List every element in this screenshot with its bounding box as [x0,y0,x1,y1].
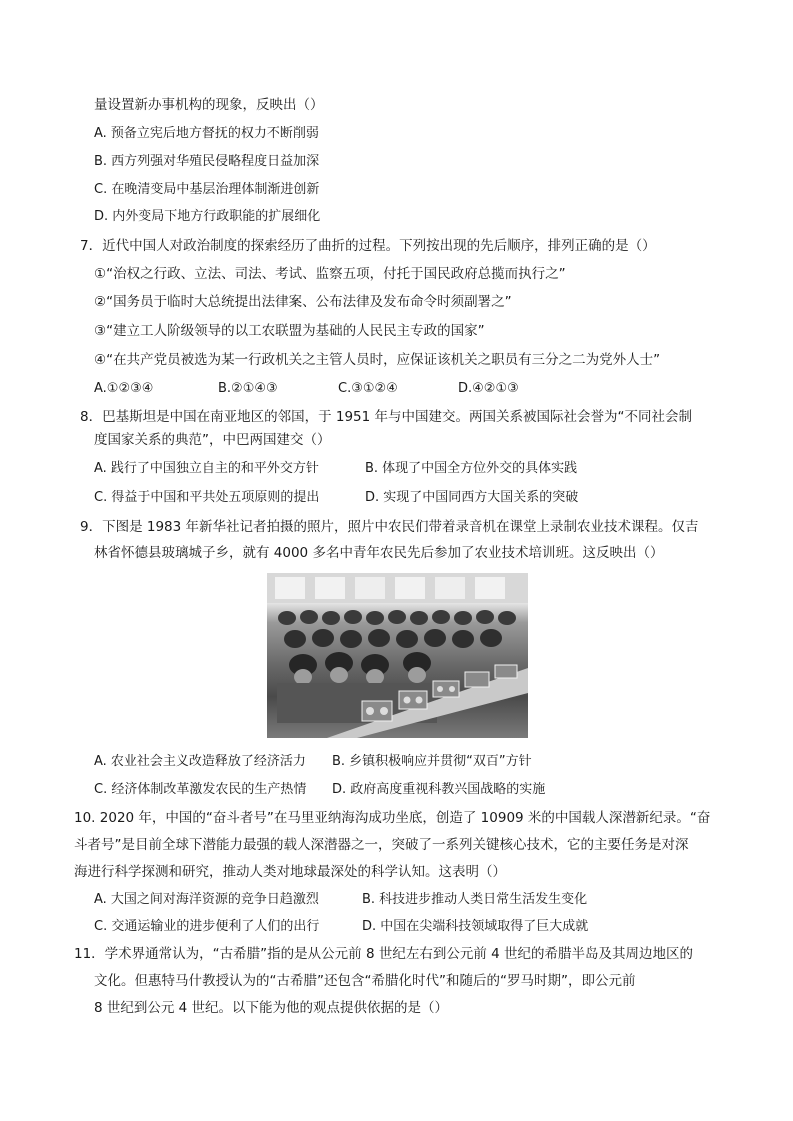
q6-option-d: D. 内外变局下地方行政职能的扩展细化 [94,209,321,224]
q9-option-b: B. 乡镇积极响应并贯彻“双百”方针 [332,754,532,769]
q10-option-a: A. 大国之间对海洋资源的竞争日趋激烈 [94,892,319,907]
q10-option-c: C. 交通运输业的进步便利了人们的出行 [94,919,320,934]
q9-stem-line-2: 林省怀德县玻璃城子乡，就有 4000 多名中青年农民先后参加了农业技术培训班。这反映出（） [94,545,664,561]
q8-stem-line-2: 度国家关系的典范”，中巴两国建交（） [94,432,331,448]
q8-option-c: C. 得益于中国和平共处五项原则的提出 [94,490,320,505]
q7-option-a: A.①②③④ [94,381,154,396]
q7-item-1: ①“治权之行政、立法、司法、考试、监察五项，付托于国民政府总揽而执行之” [94,266,566,282]
q7-option-b: B.②①④③ [218,381,278,396]
q7-item-3: ③“建立工人阶级领导的以工农联盟为基础的人民民主专政的国家” [94,323,485,339]
q6-option-b: B. 西方列强对华殖民侵略程度日益加深 [94,154,320,169]
q11-stem-line-2: 文化。但惠特马什教授认为的“古希腊”还包含“希腊化时代”和随后的“罗马时期”，即公元前 [94,973,636,989]
q10-stem-line-3: 海进行科学探测和研究，推动人类对地球最深处的科学认知。这表明（） [74,864,506,880]
q8-option-b: B. 体现了中国全方位外交的具体实践 [365,461,578,476]
q7-item-4: ④“在共产党员被选为某一行政机关之主管人员时，应保证该机关之职员有三分之二为党外人士” [94,352,661,368]
q8-stem-line-1: 8．巴基斯坦是中国在南亚地区的邻国，于 1951 年与中国建交。两国关系被国际社会誉为“不同社会制 [80,409,693,425]
q10-stem-line-1: 10. 2020 年，中国的“奋斗者号”在马里亚纳海沟成功坐底，创造了 10909 米的中国载人深潜新纪录。“奋 [74,810,711,826]
q7-option-c: C.③①②④ [338,381,398,396]
q7-option-d: D.④②①③ [458,381,519,396]
q7-stem: 7．近代中国人对政治制度的探索经历了曲折的过程。下列按出现的先后顺序，排列正确的是（） [80,238,656,254]
q11-stem-line-3: 8 世纪到公元 4 世纪。以下能为他的观点提供依据的是（） [94,1000,449,1016]
q10-option-d: D. 中国在尖端科技领域取得了巨大成就 [362,919,589,934]
q6-option-c: C. 在晚清变局中基层治理体制渐进创新 [94,182,320,197]
q9-option-c: C. 经济体制改革激发农民的生产热情 [94,782,307,797]
classroom-photo [267,573,528,738]
q8-option-a: A. 践行了中国独立自主的和平外交方针 [94,461,319,476]
q6-option-a: A. 预备立宪后地方督抚的权力不断削弱 [94,126,319,141]
q10-stem-line-2: 斗者号”是目前全球下潜能力最强的载人深潜器之一，突破了一系列关键核心技术，它的主要任务是对深 [74,837,689,853]
q9-option-a: A. 农业社会主义改造释放了经济活力 [94,754,306,769]
q10-option-b: B. 科技进步推动人类日常生活发生变化 [362,892,588,907]
q8-option-d: D. 实现了中国同西方大国关系的突破 [365,490,579,505]
q7-item-2: ②“国务员于临时大总统提出法律案、公布法律及发布命令时须副署之” [94,294,512,310]
q9-option-d: D. 政府高度重视科教兴国战略的实施 [332,782,546,797]
q6-stem-cont: 量设置新办事机构的现象，反映出（） [94,97,324,113]
q9-stem-line-1: 9．下图是 1983 年新华社记者拍摄的照片，照片中农民们带着录音机在课堂上录制农业技术课程。仅吉 [80,519,699,535]
q11-stem-line-1: 11．学术界通常认为，“古希腊”指的是从公元前 8 世纪左右到公元前 4 世纪的希腊半岛及其周边地区的 [74,946,694,962]
classroom-photo-image [267,573,528,738]
